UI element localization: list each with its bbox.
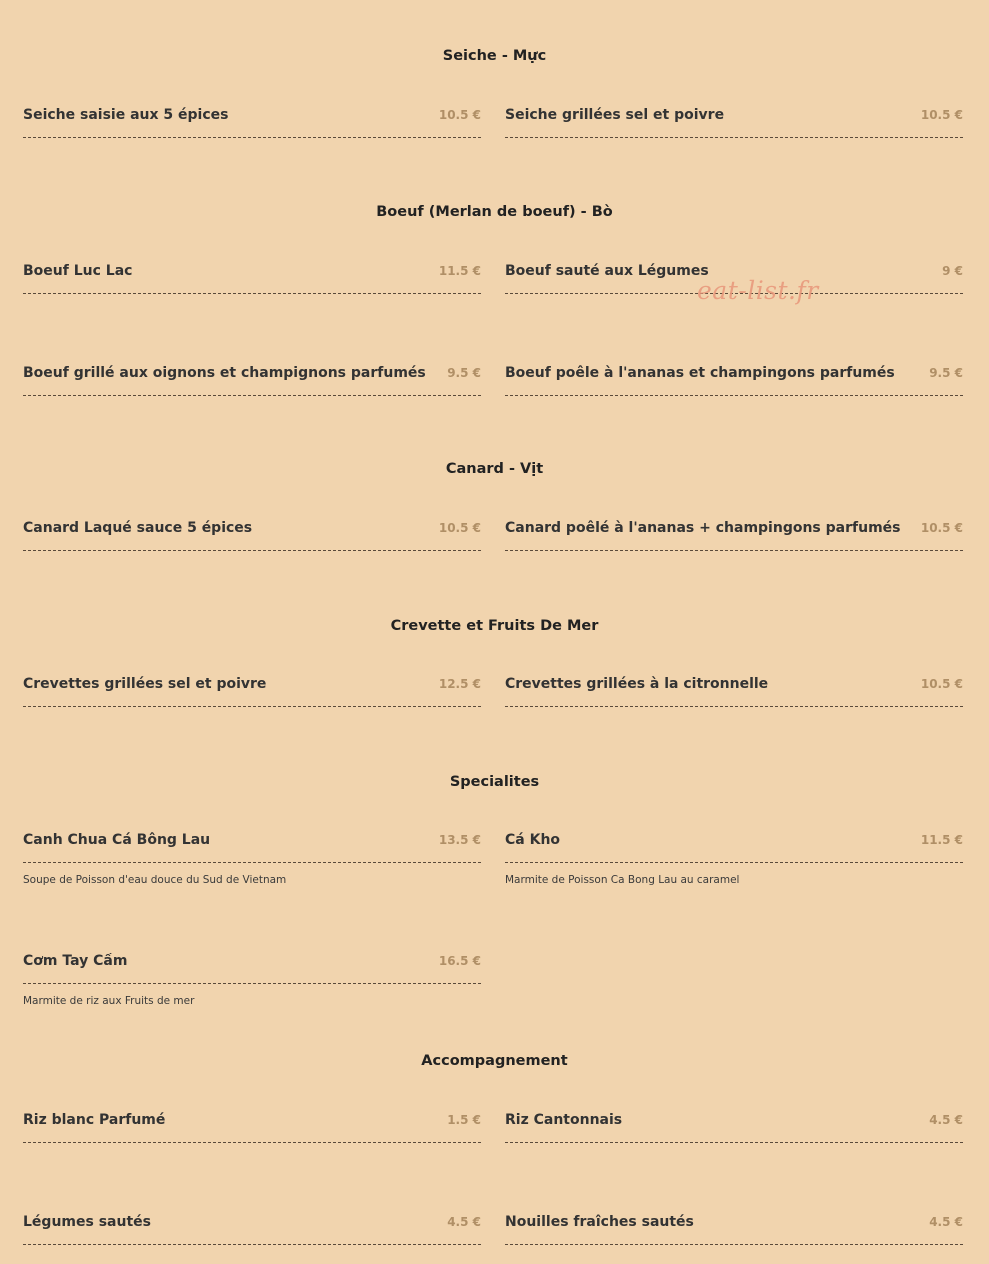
menu-item-header [23,263,481,294]
menu-item [23,1112,481,1143]
menu-item-header [23,107,481,138]
menu-item-name: Boeuf grillé aux oignons et champignons parfumés [23,365,426,381]
section-title-seiche: Seiche - Mực [442,48,547,64]
menu-item-header [23,1214,481,1245]
menu-item-header [23,520,481,551]
menu-item-name: Crevettes grillées à la citronnelle [505,676,769,692]
menu-item-name: Canh Chua Cá Bông Lau [23,832,211,848]
section-title-crevette: Crevette et Fruits De Mer [390,618,599,634]
menu-item [505,107,963,138]
menu-item-header [23,676,481,707]
menu-item-header [505,107,963,138]
menu-item-price: 10.5 € [920,521,963,535]
menu-item-price: 4.5 € [929,1215,963,1229]
menu-item-price: 10.5 € [920,677,963,691]
menu-item-price: 13.5 € [438,833,481,847]
menu-item-name: Riz Cantonnais [505,1112,623,1128]
menu-item [505,365,963,396]
menu-item [505,676,963,707]
menu-item-header [505,1214,963,1245]
menu-item [23,1214,481,1245]
menu-item-header [23,953,481,984]
menu-item-price: 11.5 € [920,833,963,847]
section-title-boeuf: Boeuf (Merlan de boeuf) - Bò [376,204,613,220]
menu-item-price: 4.5 € [447,1215,481,1229]
menu-item-description: Marmite de riz aux Fruits de mer [23,995,195,1007]
section-title-specialites: Specialites [449,774,540,790]
menu-item [23,107,481,138]
menu-item-header [505,832,963,863]
menu-item-name: Boeuf Luc Lac [23,263,133,279]
menu-item-price: 9 € [942,264,963,278]
section-title-accompagnement: Accompagnement [421,1053,568,1069]
menu-item-header [505,676,963,707]
menu-item [505,832,963,886]
menu-item-price: 4.5 € [929,1113,963,1127]
menu-item-header [505,520,963,551]
menu-item-price: 11.5 € [438,264,481,278]
menu-item-name: Nouilles fraîches sautés [505,1214,694,1230]
menu-item-name: Canard Laqué sauce 5 épices [23,520,253,536]
menu-item [505,520,963,551]
menu-item-name: Seiche saisie aux 5 épices [23,107,229,123]
menu-item [23,520,481,551]
menu-item-name: Cơm Tay Cầm [23,953,128,969]
watermark: eat-list.fr [697,276,819,305]
menu-item-name: Cá Kho [505,832,561,848]
menu-item [505,1214,963,1245]
section-title-canard: Canard - Vịt [445,461,544,477]
menu-item [23,832,481,886]
menu-item-header [505,1112,963,1143]
menu-item-price: 10.5 € [438,108,481,122]
menu-item [23,365,481,396]
menu-item [23,263,481,294]
menu-item [23,676,481,707]
menu-item [505,1112,963,1143]
menu-item-price: 9.5 € [929,366,963,380]
menu-item-name: Crevettes grillées sel et poivre [23,676,267,692]
menu-item-name: Légumes sautés [23,1214,151,1230]
menu-item-name: Seiche grillées sel et poivre [505,107,725,123]
menu-item-price: 1.5 € [447,1113,481,1127]
menu-item [23,953,481,1007]
menu-item-price: 10.5 € [920,108,963,122]
menu-item-name: Riz blanc Parfumé [23,1112,166,1128]
menu-item-header [23,1112,481,1143]
menu-item-price: 16.5 € [438,954,481,968]
menu-item-name: Boeuf poêle à l'ananas et champingons parfumés [505,365,895,381]
menu-item-description: Soupe de Poisson d'eau douce du Sud de Vietnam [23,874,287,886]
menu-item-name: Boeuf sauté aux Légumes [505,263,709,279]
menu-item-header [23,832,481,863]
menu-item-price: 10.5 € [438,521,481,535]
menu-item-name: Canard poêlé à l'ananas + champingons parfumés [505,520,901,536]
menu-item-price: 12.5 € [438,677,481,691]
menu-item-header [23,365,481,396]
menu-item-price: 9.5 € [447,366,481,380]
menu-item-description: Marmite de Poisson Ca Bong Lau au caramel [505,874,740,886]
menu-item-header [505,365,963,396]
